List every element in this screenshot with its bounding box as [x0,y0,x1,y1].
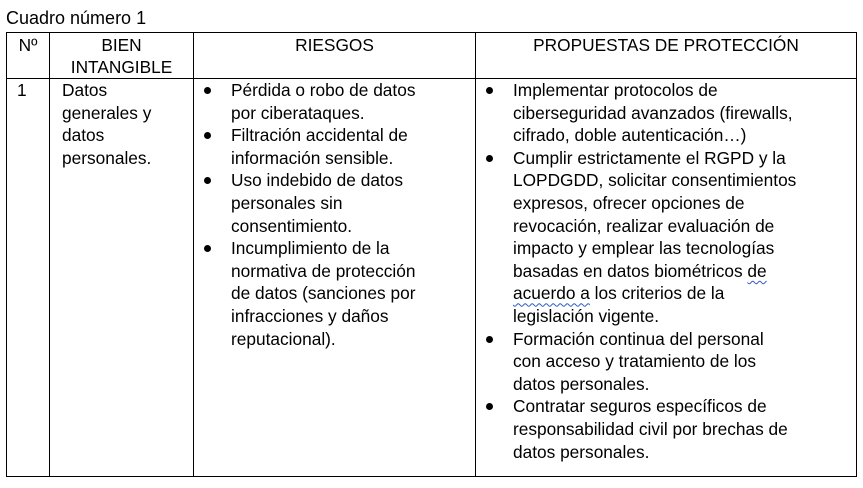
header-row [7,33,857,79]
riesgos-list [194,79,475,350]
header-bien-line1: BIEN [101,35,142,55]
bullet-icon [204,132,211,139]
list-item: Contratar seguros específicos de responsabilidad civil por brechas de datos personales. [476,395,856,463]
header-num: Nº [7,33,50,79]
risk-table [6,32,857,477]
cell-num: 1 [7,79,50,477]
bien-line: datos [62,125,105,146]
header-bien [50,33,194,79]
bullet-icon [204,245,211,252]
spellcheck-underline: acuerdo a [513,283,590,304]
header-propuestas: PROPUESTAS DE PROTECCIÓN [476,33,857,79]
bullet-icon [486,155,493,162]
list-item: Uso indebido de datos personales sin consentimiento. [194,169,475,237]
list-item: Pérdida o robo de datos por ciberataques. [194,79,475,124]
bullet-icon [486,87,493,94]
cell-riesgos [194,79,476,477]
propuestas-list [476,79,856,463]
bullet-icon [204,87,211,94]
list-item: Implementar protocolos de ciberseguridad avanzados (firewalls, cifrado, doble autenticación…) [476,79,856,147]
bullet-icon [486,403,493,410]
list-item: Cumplir estrictamente el RGPD y la LOPDGDD, solicitar consentimientos expresos, ofrecer opciones de revocación, realizar evaluación de impacto y emplear las tecnologías basadas en datos biométricos de acuerdo a los criterios de la legislación vigente. [476,147,856,328]
header-riesgos: RIESGOS [194,33,476,79]
bullet-icon [486,336,493,343]
table-caption: Cuadro número 1 [6,8,147,28]
spellcheck-underline: de [747,260,767,281]
bien-line: Datos [62,80,108,100]
table-row [7,79,857,477]
header-bien-line2: INTANGIBLE [70,57,173,77]
bullet-icon [204,177,211,184]
cell-bien [50,79,194,477]
list-item: Filtración accidental de información sensible. [194,124,475,169]
bien-line: generales y [62,102,152,123]
list-item: Incumplimiento de la normativa de protección de datos (sanciones por infracciones y daños reputacional). [194,237,475,350]
bien-line: personales. [62,147,152,168]
list-item: Formación continua del personal con acceso y tratamiento de los datos personales. [476,328,856,396]
cell-propuestas [476,79,857,477]
